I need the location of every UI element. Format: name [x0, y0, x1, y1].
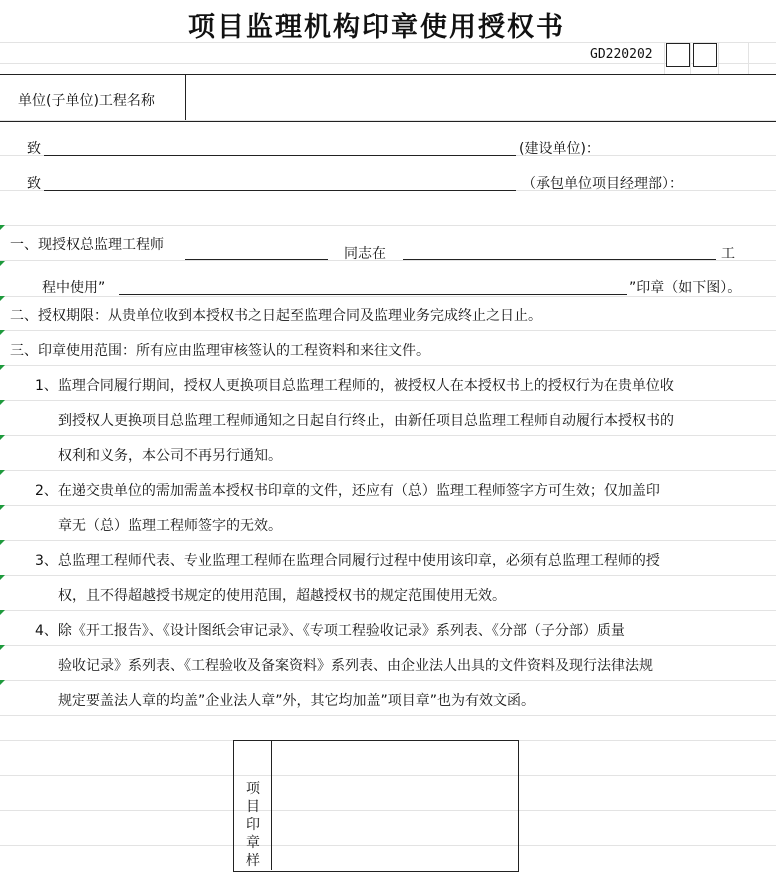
grid-line [0, 435, 776, 436]
clause-line: 权利和义务，本公司不再另行通知。 [58, 448, 282, 464]
clause-line: 规定要盖法人章的均盖”企业法人章”外，其它均加盖”项目章”也为有效文函。 [58, 693, 536, 709]
cell-comment-marker [0, 400, 5, 405]
grid-line [718, 42, 719, 74]
grid-line [664, 42, 665, 74]
to-contractor-suffix: （承包单位项目经理部）： [522, 176, 683, 192]
clause-line: 4、除《开工报告》、《设计图纸会审记录》、《专项工程验收记录》系列表、《分部（子分部）质量 [35, 623, 625, 639]
cell-comment-marker [0, 365, 5, 370]
cell-comment-marker [0, 296, 5, 301]
code-box-2[interactable] [693, 43, 717, 67]
grid-line [0, 540, 776, 541]
item1-line2-suffix: ”印章（如下图）。 [629, 280, 742, 296]
chief-engineer-field[interactable] [185, 259, 328, 260]
project-name-divider [185, 74, 186, 120]
clause-line: 1、监理合同履行期间，授权人更换项目总监理工程师的，被授权人在本授权书上的授权行为在贵单位收 [35, 378, 674, 394]
seal-area[interactable] [273, 742, 516, 858]
code-box-1[interactable] [666, 43, 690, 67]
contractor-name-field[interactable] [44, 190, 516, 191]
page-title: 项目监理机构印章使用授权书 [188, 12, 565, 43]
grid-line [0, 400, 776, 401]
to-client-suffix: (建设单位)： [519, 141, 600, 157]
grid-line [0, 715, 776, 716]
clause-line: 章无（总）监理工程师签字的无效。 [58, 518, 282, 534]
grid-line [0, 225, 776, 226]
seal-divider [271, 740, 272, 870]
item1-end: 工 [721, 246, 735, 262]
cell-comment-marker [0, 680, 5, 685]
item1-middle: 同志在 [344, 246, 386, 262]
grid-line [0, 610, 776, 611]
form-code: GD220202 [590, 47, 653, 62]
grid-line [0, 645, 776, 646]
clause-line: 到授权人更换项目总监理工程师通知之日起自行终止，由新任项目总监理工程师自动履行本授权书的 [58, 413, 674, 429]
item3-text: 三、印章使用范围：所有应由监理审核签认的工程资料和来往文件。 [10, 343, 430, 359]
grid-line [0, 575, 776, 576]
grid-line [0, 505, 776, 506]
cell-comment-marker [0, 610, 5, 615]
cell-comment-marker [0, 261, 5, 266]
project-name-label: 单位(子单位)工程名称 [18, 93, 155, 109]
item1-prefix: 一、现授权总监理工程师 [10, 237, 164, 253]
project-name-field[interactable] [187, 76, 775, 118]
grid-line [0, 470, 776, 471]
item2-text: 二、授权期限：从贵单位收到本授权书之日起至监理合同及监理业务完成终止之日止。 [10, 308, 542, 324]
seal-label: 项目印章样 [246, 781, 260, 869]
grid-line [0, 63, 776, 64]
clause-line: 权，且不得超越授书规定的使用范围，超越授权书的规定范围使用无效。 [58, 588, 506, 604]
seal-name-field[interactable] [119, 294, 627, 295]
clause-line: 验收记录》系列表、《工程验收及备案资料》系列表、由企业法人出具的文件资料及现行法律法规 [58, 658, 653, 674]
cell-comment-marker [0, 645, 5, 650]
cell-comment-marker [0, 540, 5, 545]
cell-comment-marker [0, 225, 5, 230]
grid-line [0, 680, 776, 681]
to-client-label: 致 [27, 141, 41, 157]
to-contractor-label: 致 [27, 176, 41, 192]
cell-comment-marker [0, 505, 5, 510]
clause-line: 2、在递交贵单位的需加需盖本授权书印章的文件，还应有（总）监理工程师签字方可生效；仅加盖印 [35, 483, 660, 499]
cell-comment-marker [0, 470, 5, 475]
cell-comment-marker [0, 330, 5, 335]
grid-line [0, 260, 776, 261]
item1-line2-prefix: 程中使用” [42, 280, 106, 296]
cell-comment-marker [0, 435, 5, 440]
grid-line [0, 330, 776, 331]
grid-line [0, 365, 776, 366]
clause-line: 3、总监理工程师代表、专业监理工程师在监理合同履行过程中使用该印章，必须有总监理工程师的授 [35, 553, 660, 569]
cell-comment-marker [0, 575, 5, 580]
project-field[interactable] [403, 259, 716, 260]
grid-line [690, 42, 691, 74]
client-name-field[interactable] [44, 155, 516, 156]
grid-line [748, 42, 749, 74]
